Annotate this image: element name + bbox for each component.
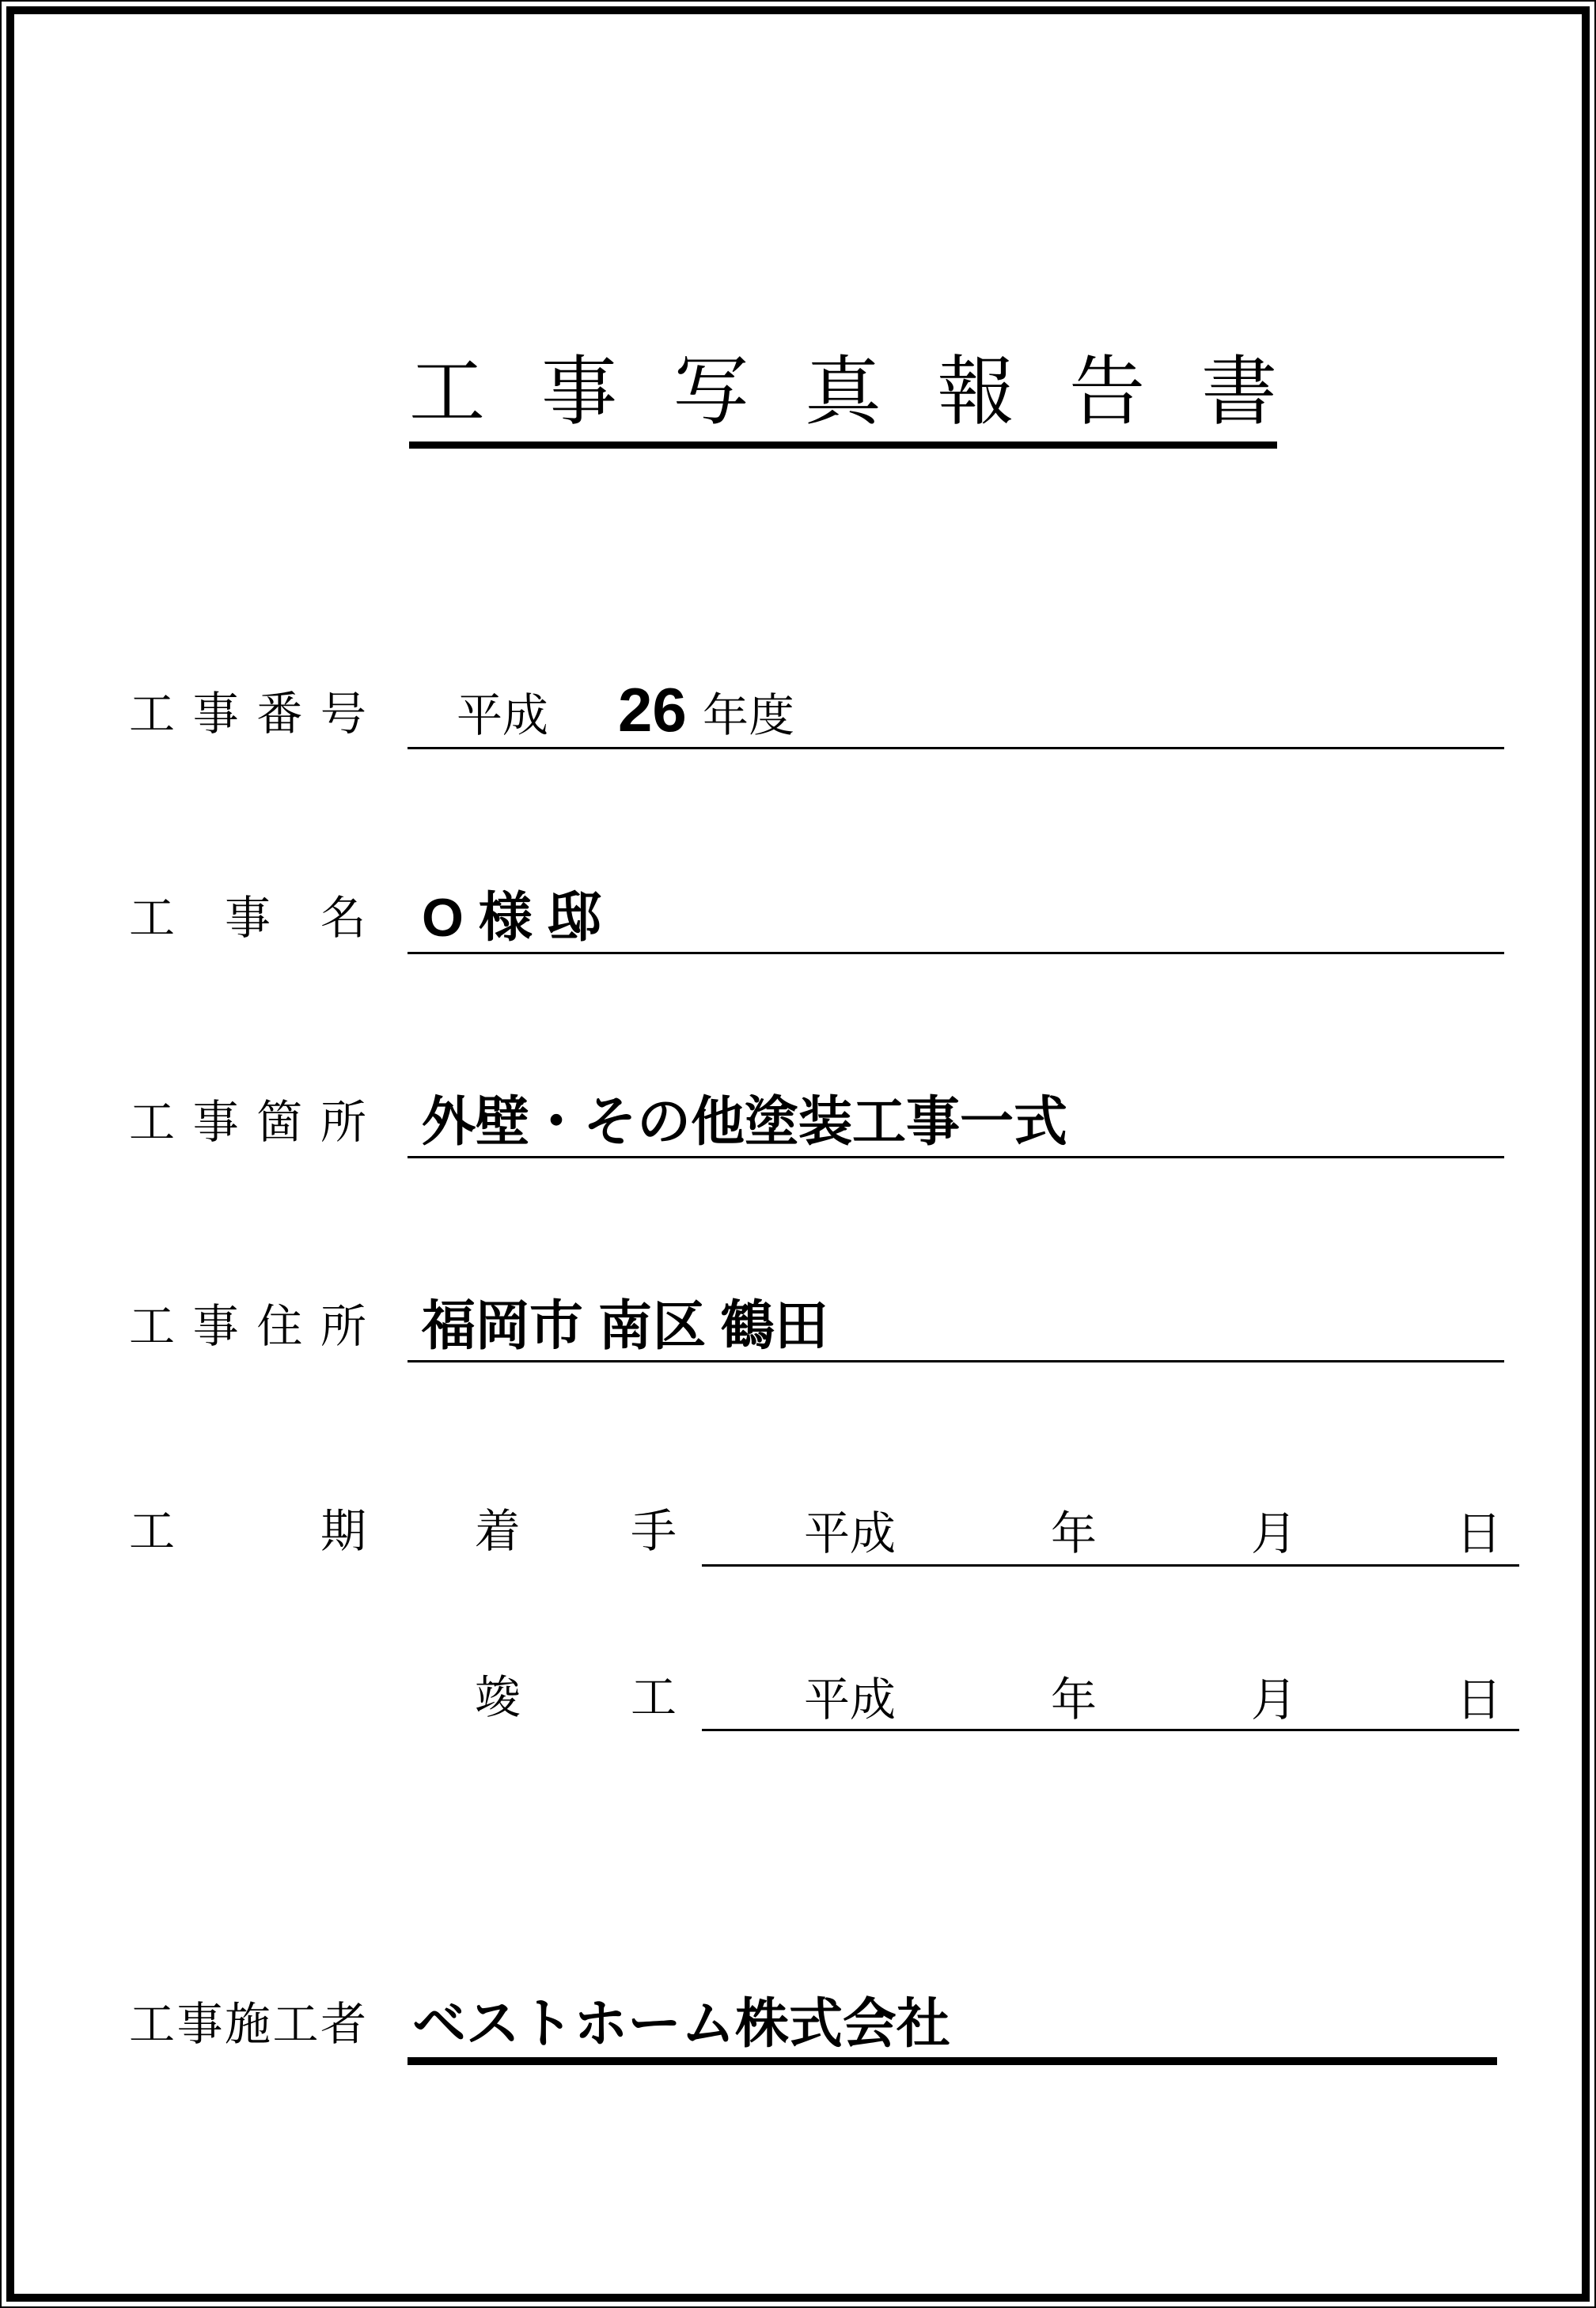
period-sublabel-completion: 竣 工 [475, 1672, 677, 1723]
period-sublabel-start: 着 手 [475, 1506, 677, 1557]
fill-in-line [702, 1564, 1519, 1567]
era-text: 平成 [457, 690, 549, 741]
month-unit: 月 [1251, 1674, 1298, 1726]
field-label-construction-period: 工 期 [129, 1506, 366, 1557]
field-value-construction-address: 福岡市 南区 鶴田 [422, 1296, 828, 1356]
field-label-contractor: 工 事 施 工 者 [129, 1999, 366, 2050]
page-title: 工 事 写 真 報 告 書 [409, 350, 1277, 434]
day-unit: 日 [1456, 1508, 1503, 1560]
field-label-construction-number: 工 事 番 号 [129, 688, 366, 740]
field-label-construction-address: 工 事 住 所 [129, 1301, 366, 1352]
fill-in-line [702, 1729, 1519, 1731]
year-unit: 年 [1051, 1508, 1097, 1560]
era-text: 平成 [804, 1674, 897, 1726]
fill-in-line [408, 747, 1504, 749]
field-value-construction-name: O 様 邸 [422, 888, 601, 948]
fill-in-line [408, 952, 1504, 954]
era-text: 平成 [804, 1508, 897, 1560]
title-underline [409, 442, 1277, 449]
fill-in-line-thick [408, 2057, 1497, 2065]
month-unit: 月 [1251, 1508, 1298, 1560]
day-unit: 日 [1456, 1674, 1503, 1726]
fiscal-year-suffix: 年度 [703, 690, 795, 741]
fill-in-line [408, 1156, 1504, 1158]
field-value-contractor: ベストホーム株式会社 [412, 1994, 951, 2054]
fill-in-line [408, 1360, 1504, 1362]
field-label-construction-name: 工 事 名 [129, 893, 366, 944]
field-value-construction-section: 外壁・その他塗装工事一式 [422, 1092, 1068, 1152]
year-unit: 年 [1051, 1674, 1097, 1726]
field-label-construction-section: 工 事 箇 所 [129, 1097, 366, 1148]
page-frame [6, 6, 1590, 2302]
fiscal-year-number: 26 [618, 675, 687, 745]
